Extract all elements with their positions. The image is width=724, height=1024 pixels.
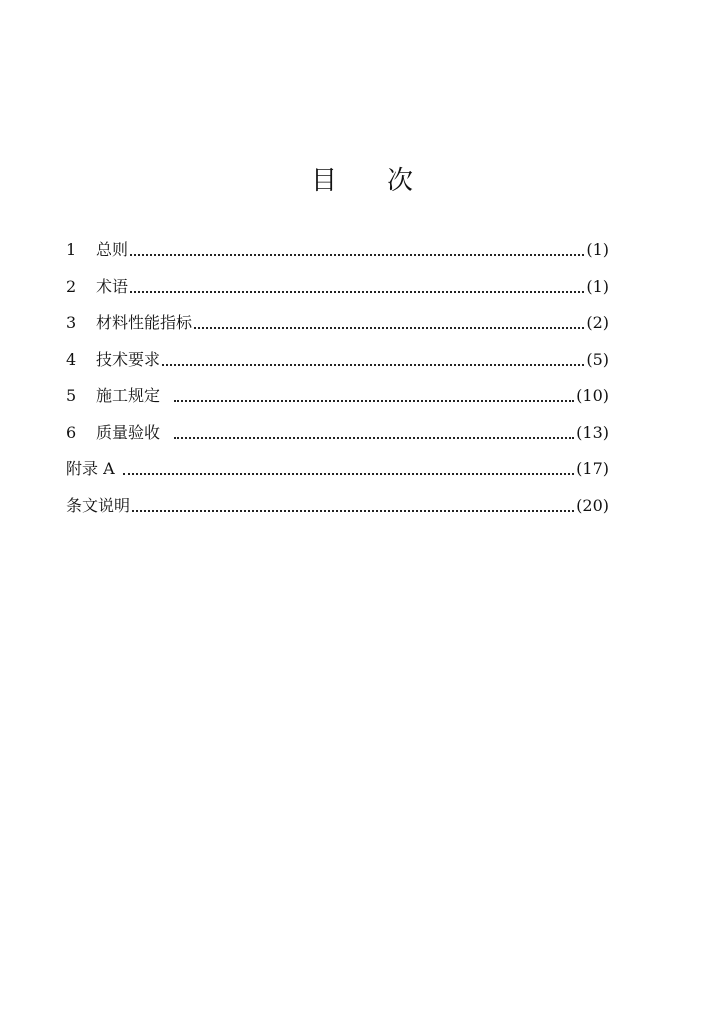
toc-entry-page: (1) [586, 240, 609, 259]
toc-entry-label: 附录 A [66, 459, 115, 478]
toc-entry-label: 质量验收 [96, 422, 161, 442]
toc-entry-label: 施工规定 [96, 386, 161, 405]
toc-entry-page: (10) [576, 386, 609, 405]
toc-entry-general[interactable] [66, 232, 609, 269]
toc-entry-label: 术语 [96, 276, 129, 296]
toc-entry-label: 总则 [96, 240, 129, 259]
page-title [0, 160, 724, 197]
dot-leader [130, 254, 584, 256]
toc-entry-terms[interactable] [66, 269, 609, 306]
toc-entry-number: 4 [66, 349, 77, 369]
dot-leader [174, 400, 574, 402]
dot-leader [132, 510, 574, 512]
dot-leader [123, 473, 575, 475]
toc-entry-page: (20) [576, 495, 609, 515]
toc-entry-number: 6 [66, 422, 77, 442]
toc-entry-quality-acceptance[interactable] [66, 415, 609, 452]
toc-entry-page: (2) [586, 313, 609, 332]
toc-entry-number: 5 [66, 386, 77, 405]
toc-entry-label: 技术要求 [96, 349, 161, 369]
title-char-1: 目 [310, 166, 337, 196]
toc-entry-material-properties[interactable] [66, 305, 609, 342]
dot-leader [162, 364, 584, 366]
toc-entry-number: 3 [66, 313, 77, 332]
toc-entry-page: (5) [586, 349, 609, 369]
toc-entry-page: (13) [576, 422, 609, 442]
toc-entry-technical-requirements[interactable] [66, 342, 609, 379]
dot-leader [174, 437, 574, 439]
toc-entry-appendix-a[interactable] [66, 451, 609, 488]
toc-entry-page: (17) [576, 459, 609, 478]
toc-entry-number: 1 [66, 240, 77, 259]
title-char-2: 次 [387, 166, 414, 196]
toc-entry-label: 材料性能指标 [96, 313, 193, 332]
toc-entry-label: 条文说明 [66, 495, 131, 515]
toc-entry-number: 2 [66, 276, 77, 296]
toc-entry-clause-explanation[interactable] [66, 488, 609, 525]
table-of-contents [66, 232, 609, 524]
dot-leader [194, 327, 584, 329]
toc-entry-construction[interactable] [66, 378, 609, 415]
toc-entry-page: (1) [586, 276, 609, 296]
dot-leader [130, 291, 584, 293]
